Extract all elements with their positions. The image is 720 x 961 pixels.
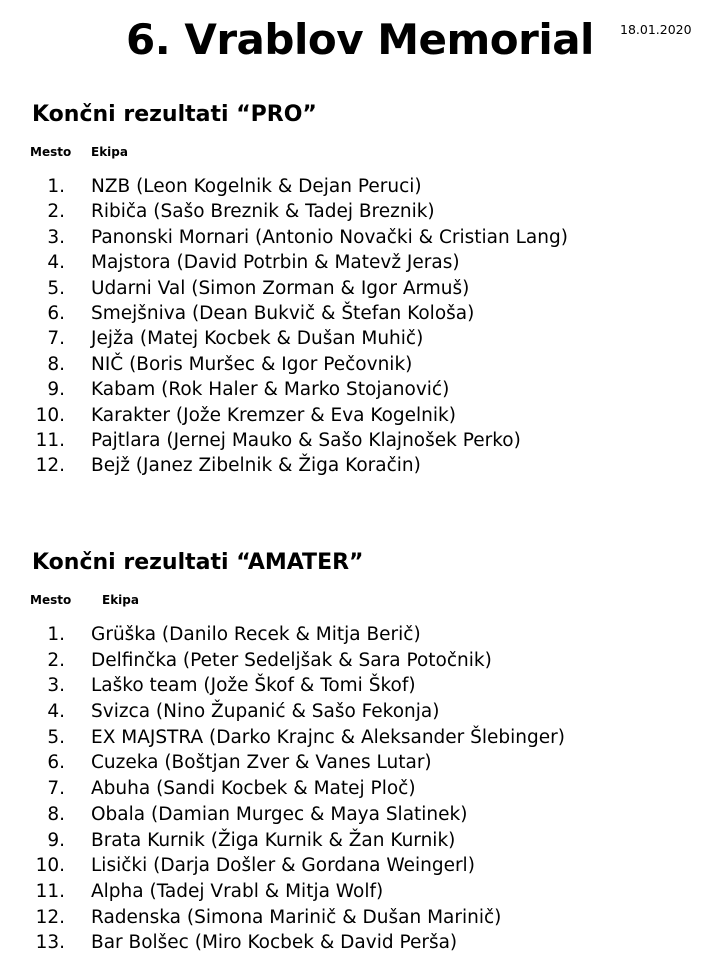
event-date: 18.01.2020 — [620, 22, 692, 37]
result-rank: 1. — [47, 176, 65, 197]
result-team: Bar Bolšec (Miro Kocbek & David Perša) — [91, 932, 458, 954]
result-rank: 9. — [47, 829, 65, 851]
result-team: Brata Kurnik (Žiga Kurnik & Žan Kurnik) — [91, 829, 456, 851]
result-team: NZB (Leon Kogelnik & Dejan Peruci) — [91, 176, 422, 197]
result-team: Majstora (David Potrbin & Matevž Jeras) — [91, 252, 460, 274]
result-rank: 7. — [47, 328, 65, 350]
result-rank: 10. — [35, 404, 65, 426]
result-row — [0, 776, 720, 802]
result-team: Abuha (Sandi Kocbek & Matej Ploč) — [91, 778, 416, 800]
result-rank: 7. — [47, 778, 65, 800]
result-rank: 3. — [47, 675, 65, 697]
result-rank: 3. — [47, 226, 65, 248]
result-rank: 9. — [47, 379, 65, 401]
result-rank: 10. — [35, 855, 65, 877]
result-team: Jejža (Matej Kocbek & Dušan Muhič) — [91, 328, 424, 350]
result-row — [0, 648, 720, 674]
result-row — [0, 377, 720, 402]
result-row — [0, 326, 720, 351]
result-rank: 12. — [35, 906, 65, 928]
result-team: Karakter (Jože Kremzer & Eva Kogelnik) — [91, 404, 456, 426]
result-row — [0, 199, 720, 224]
result-rank: 11. — [35, 880, 65, 902]
result-rank: 2. — [47, 649, 65, 671]
result-row — [0, 352, 720, 377]
result-row — [0, 250, 720, 275]
result-team: Radenska (Simona Marinič & Dušan Marinič) — [91, 906, 502, 928]
result-team: Obala (Damian Murgec & Maya Slatinek) — [91, 803, 468, 825]
result-row — [0, 930, 720, 956]
result-row — [0, 802, 720, 828]
result-team: Grüška (Danilo Recek & Mitja Berič) — [91, 624, 421, 645]
result-rank: 8. — [47, 353, 65, 375]
result-rank: 8. — [47, 803, 65, 825]
result-rank: 4. — [47, 701, 65, 723]
result-rank: 11. — [35, 429, 65, 451]
result-team: EX MAJSTRA (Darko Krajnc & Aleksander Šlebinger) — [91, 726, 565, 748]
amater-column-team-header: Ekipa — [102, 593, 139, 607]
result-rank: 12. — [35, 455, 65, 477]
pro-section-title: Končni rezultati “PRO” — [32, 102, 317, 127]
result-row — [0, 276, 720, 301]
result-row — [0, 725, 720, 751]
result-team: Smejšniva (Dean Bukvič & Štefan Kološa) — [91, 302, 475, 324]
result-team: Delfinčka (Peter Sedeljšak & Sara Potočnik) — [91, 649, 492, 671]
result-team: Kabam (Rok Haler & Marko Stojanović) — [91, 379, 450, 401]
result-rank: 5. — [47, 277, 65, 299]
result-row — [0, 453, 720, 478]
result-row — [0, 225, 720, 250]
result-row — [0, 174, 720, 199]
result-rank: 5. — [47, 726, 65, 748]
result-team: Laško team (Jože Škof & Tomi Škof) — [91, 675, 416, 697]
amater-section-title: Končni rezultati “AMATER” — [32, 550, 364, 575]
result-row — [0, 403, 720, 428]
result-row — [0, 622, 720, 648]
result-row — [0, 828, 720, 854]
result-team: Panonski Mornari (Antonio Novački & Cristian Lang) — [91, 226, 568, 248]
result-team: Udarni Val (Simon Zorman & Igor Armuš) — [91, 277, 470, 299]
pro-results-list — [0, 174, 720, 479]
result-team: Ribiča (Sašo Breznik & Tadej Breznik) — [91, 201, 435, 223]
result-team: Alpha (Tadej Vrabl & Mitja Wolf) — [91, 880, 384, 902]
result-team: Cuzeka (Boštjan Zver & Vanes Lutar) — [91, 752, 432, 774]
result-row — [0, 879, 720, 905]
amater-results-list — [0, 622, 720, 956]
result-team: NIČ (Boris Muršec & Igor Pečovnik) — [91, 353, 413, 375]
result-row — [0, 699, 720, 725]
result-team: Bejž (Janez Zibelnik & Žiga Koračin) — [91, 455, 421, 477]
page-title: 6. Vrablov Memorial — [126, 15, 594, 64]
result-rank: 1. — [47, 624, 65, 645]
pro-column-team-header: Ekipa — [91, 145, 128, 159]
result-team: Lisički (Darja Došler & Gordana Weingerl) — [91, 855, 475, 877]
result-team: Pajtlara (Jernej Mauko & Sašo Klajnošek Perko) — [91, 429, 521, 451]
result-row — [0, 673, 720, 699]
result-row — [0, 428, 720, 453]
result-rank: 13. — [35, 932, 65, 954]
result-rank: 2. — [47, 201, 65, 223]
result-rank: 4. — [47, 252, 65, 274]
result-team: Svizca (Nino Županić & Sašo Fekonja) — [91, 701, 440, 723]
result-rank: 6. — [47, 302, 65, 324]
result-row — [0, 853, 720, 879]
result-row — [0, 750, 720, 776]
result-rank: 6. — [47, 752, 65, 774]
pro-column-place-header: Mesto — [30, 145, 72, 159]
result-row — [0, 905, 720, 931]
result-row — [0, 301, 720, 326]
amater-column-place-header: Mesto — [30, 593, 72, 607]
